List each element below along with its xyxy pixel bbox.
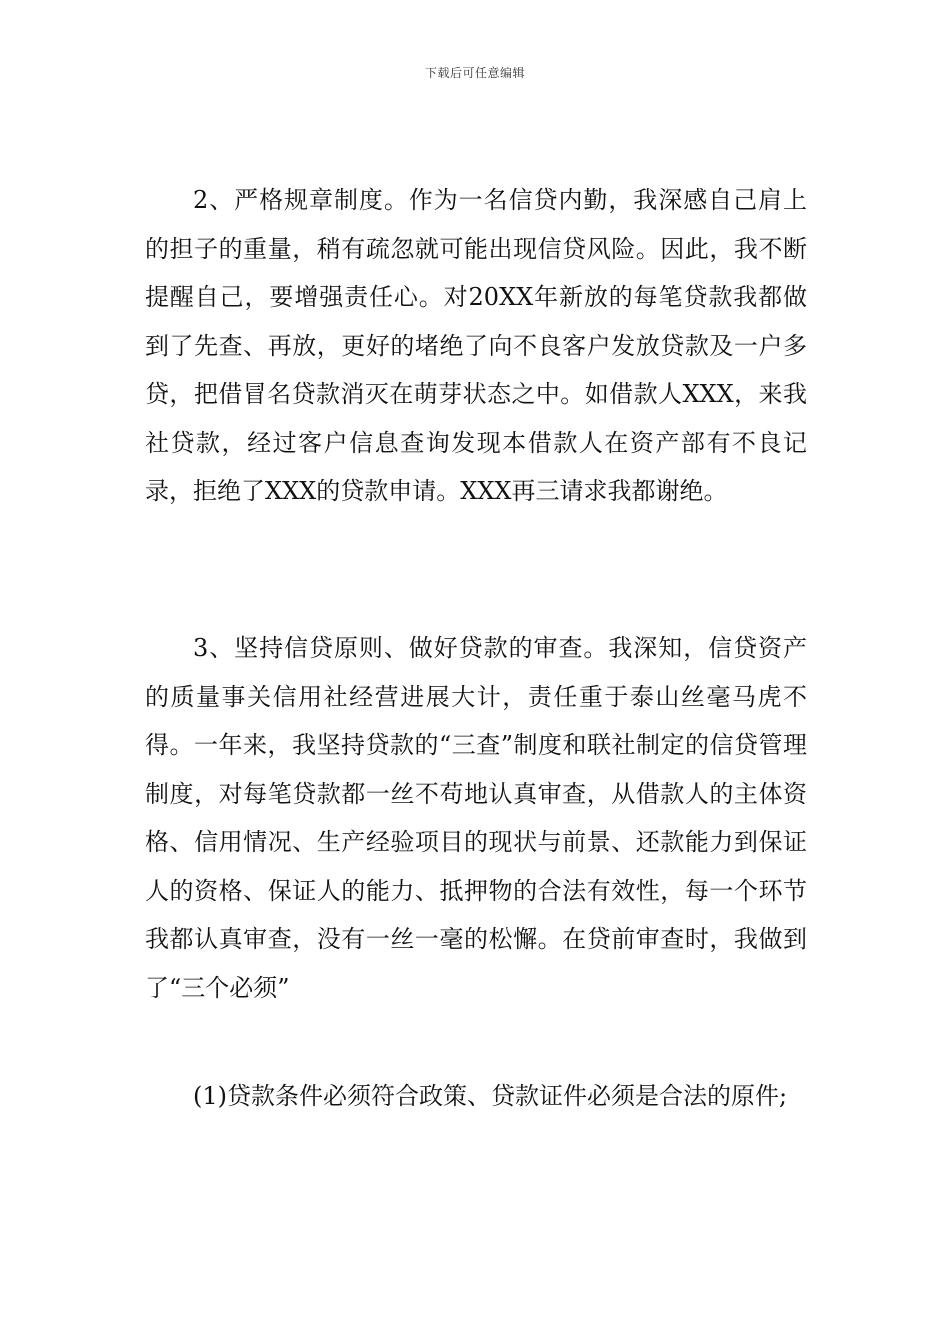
paragraph-loan-conditions: (1)贷款条件必须符合政策、贷款证件必须是合法的原件;: [193, 1082, 788, 1110]
paragraph-strict-rules: 2、严格规章制度。作为一名信贷内勤，我深感自己肩上的担子的重量，稍有疏忽就可能出现信贷风险。因此，我不断提醒自己，要增强责任心。对20XX年新放的每笔贷款我都做到了先查、再放，更好的堵绝了向不良客户发放贷款及一户多贷，把借冒名贷款消灭在萌芽状态之中。如借款人XXX，来我社贷款，经过客户信息查询发现本借款人在资产部有不良记录，拒绝了XXX的贷款申请。XXX再三请求我都谢绝。: [145, 186, 807, 505]
paragraph-credit-principles: 3、坚持信贷原则、做好贷款的审查。我深知，信贷资产的质量事关信用社经营进展大计，责任重于泰山丝毫马虎不得。一年来，我坚持贷款的“三查”制度和联社制定的信贷管理制度，对每笔贷款都一丝不苟地认真审查，从借款人的主体资格、信用情况、生产经验项目的现状与前景、还款能力到保证人的资格、保证人的能力、抵押物的合法有效性，每一个环节我都认真审查，没有一丝一毫的松懈。在贷前审查时，我做到了“三个必须”: [145, 634, 807, 1002]
page-header: 下载后可任意编辑: [424, 66, 525, 80]
